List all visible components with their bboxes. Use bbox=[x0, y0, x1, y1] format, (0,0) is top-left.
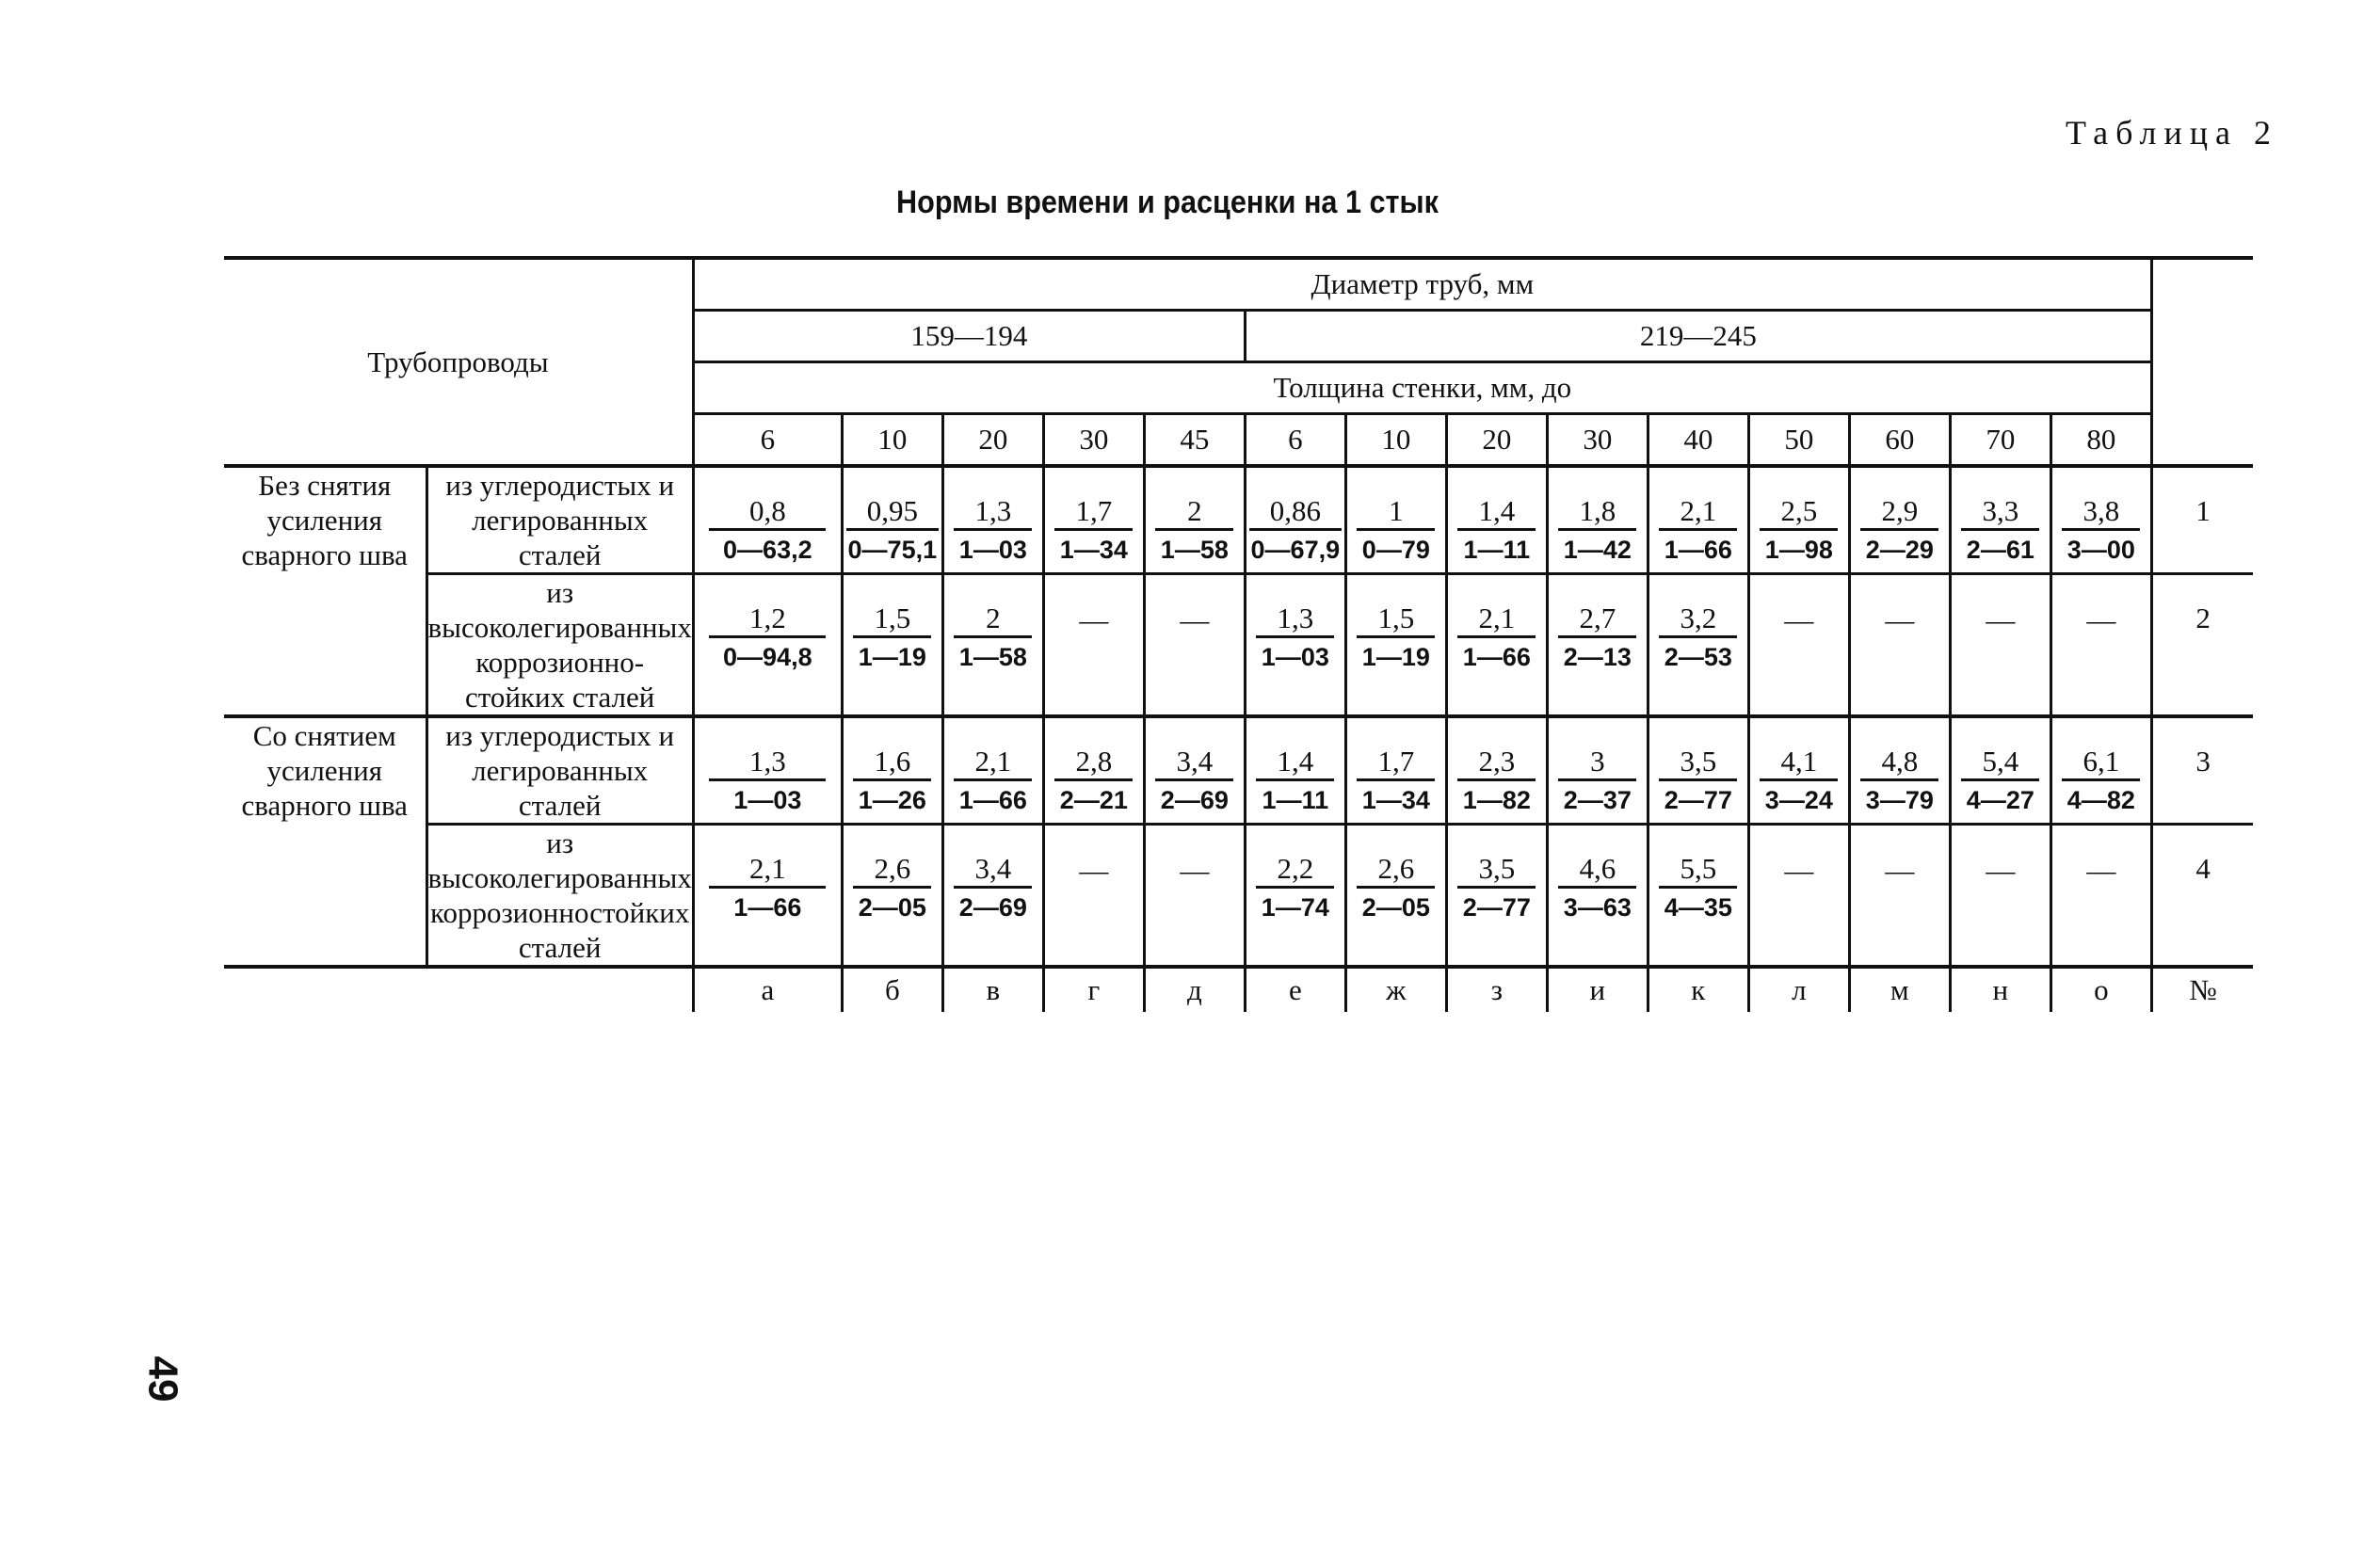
table-label: Таблица 2 bbox=[2066, 114, 2278, 152]
norm-cell bbox=[1950, 825, 2050, 968]
norm-cell bbox=[942, 466, 1043, 574]
norm-fraction bbox=[1155, 745, 1233, 819]
time-norm: 1,6 bbox=[853, 745, 931, 781]
price-rate: 2—61 bbox=[1966, 536, 2034, 564]
wall-thickness-value: 30 bbox=[1547, 414, 1648, 467]
time-norm: 3,8 bbox=[2062, 494, 2140, 531]
norm-fraction bbox=[1659, 745, 1737, 819]
norm-fraction bbox=[853, 602, 931, 676]
norm-fraction bbox=[1457, 852, 1536, 926]
no-data-dash: — bbox=[1885, 854, 1915, 887]
row-number: 4 bbox=[2195, 852, 2211, 885]
time-norm: 2,8 bbox=[1054, 745, 1133, 781]
wall-thickness-value: 20 bbox=[942, 414, 1043, 467]
norm-cell bbox=[2050, 574, 2151, 717]
norm-cell bbox=[1547, 466, 1648, 574]
column-letter: в bbox=[942, 967, 1043, 1012]
price-rate: 3—00 bbox=[2066, 536, 2135, 564]
page-number: 49 bbox=[139, 1355, 186, 1403]
no-data-dash: — bbox=[1986, 603, 2016, 636]
price-rate: 2—21 bbox=[1059, 786, 1128, 814]
norms-table bbox=[224, 256, 2253, 1012]
time-norm: 1,3 bbox=[1256, 602, 1334, 638]
wall-thickness-value: 10 bbox=[1345, 414, 1446, 467]
column-letter: и bbox=[1547, 967, 1648, 1012]
price-rate: 0—75,1 bbox=[847, 536, 938, 564]
time-norm: 4,8 bbox=[1860, 745, 1938, 781]
norm-fraction bbox=[954, 494, 1032, 569]
norm-cell bbox=[1345, 716, 1446, 825]
norm-cell bbox=[942, 825, 1043, 968]
time-norm: 1 bbox=[1357, 494, 1435, 531]
norm-cell bbox=[842, 825, 942, 968]
time-norm: 1,4 bbox=[1256, 745, 1334, 781]
time-norm: 1,3 bbox=[709, 745, 826, 781]
wall-thickness-value: 80 bbox=[2050, 414, 2151, 467]
price-rate: 1—66 bbox=[733, 893, 802, 922]
norm-fraction bbox=[1457, 494, 1536, 569]
time-norm: 2,1 bbox=[1659, 494, 1737, 531]
time-norm: 2,6 bbox=[1357, 852, 1435, 889]
norm-cell bbox=[693, 574, 842, 717]
time-norm: 5,4 bbox=[1961, 745, 2039, 781]
wall-thickness-value: 40 bbox=[1648, 414, 1748, 467]
norm-fraction bbox=[1659, 852, 1737, 926]
price-rate: 1—19 bbox=[858, 643, 926, 671]
time-norm: 0,8 bbox=[709, 494, 826, 531]
norm-cell bbox=[2050, 716, 2151, 825]
row-number-cell bbox=[2151, 825, 2253, 968]
price-rate: 2—77 bbox=[1462, 893, 1531, 922]
norm-fraction bbox=[1457, 745, 1536, 819]
row-number-cell bbox=[2151, 716, 2253, 825]
norm-fraction bbox=[1457, 602, 1536, 676]
time-norm: 2,9 bbox=[1860, 494, 1938, 531]
wall-thickness-value: 6 bbox=[693, 414, 842, 467]
time-norm: 2 bbox=[954, 602, 1032, 638]
norm-cell bbox=[942, 574, 1043, 717]
norm-cell bbox=[1748, 466, 1849, 574]
column-letter: о bbox=[2050, 967, 2151, 1012]
time-norm: 4,6 bbox=[1558, 852, 1636, 889]
norm-fraction bbox=[1054, 494, 1133, 569]
wall-thickness-value: 50 bbox=[1748, 414, 1849, 467]
norm-cell bbox=[1748, 574, 1849, 717]
no-data-dash: — bbox=[1079, 603, 1109, 636]
time-norm: 3,2 bbox=[1659, 602, 1737, 638]
norm-cell bbox=[1446, 574, 1547, 717]
norm-cell bbox=[1648, 574, 1748, 717]
no-data-dash: — bbox=[1180, 854, 1210, 887]
norm-fraction bbox=[1659, 494, 1737, 569]
norm-cell bbox=[1144, 466, 1245, 574]
price-rate: 0—94,8 bbox=[723, 643, 812, 671]
price-rate: 3—24 bbox=[1764, 786, 1833, 814]
norm-cell bbox=[1043, 574, 1144, 717]
norm-cell bbox=[1849, 716, 1950, 825]
price-rate: 0—63,2 bbox=[723, 536, 812, 564]
norm-fraction bbox=[1558, 745, 1636, 819]
wall-thickness-value: 30 bbox=[1043, 414, 1144, 467]
norm-fraction bbox=[1558, 852, 1636, 926]
norm-fraction bbox=[1558, 494, 1636, 569]
norm-cell bbox=[693, 466, 842, 574]
price-rate: 1—98 bbox=[1764, 536, 1833, 564]
price-rate: 1—11 bbox=[1262, 786, 1329, 814]
time-norm: 2,5 bbox=[1760, 494, 1838, 531]
no-data-dash: — bbox=[1986, 854, 2016, 887]
norm-cell bbox=[1648, 716, 1748, 825]
norm-cell bbox=[1446, 466, 1547, 574]
diameter-heading: Диаметр труб, мм bbox=[693, 258, 2151, 311]
row-number: 1 bbox=[2195, 494, 2211, 527]
norm-cell bbox=[1950, 574, 2050, 717]
time-norm: 2,2 bbox=[1256, 852, 1334, 889]
price-rate: 4—35 bbox=[1664, 893, 1732, 922]
norm-cell bbox=[1245, 825, 1345, 968]
norm-cell bbox=[1648, 466, 1748, 574]
column-letter: л bbox=[1748, 967, 1849, 1012]
price-rate: 1—34 bbox=[1059, 536, 1128, 564]
time-norm: 2 bbox=[1155, 494, 1233, 531]
price-rate: 2—29 bbox=[1865, 536, 1934, 564]
norm-cell bbox=[1648, 825, 1748, 968]
no-data-dash: — bbox=[1784, 603, 1814, 636]
steel-type-label: из высоколегированных коррозионно-стойких сталей bbox=[426, 574, 693, 717]
price-rate: 1—03 bbox=[958, 536, 1027, 564]
norm-cell bbox=[1748, 825, 1849, 968]
norm-fraction bbox=[1249, 494, 1343, 569]
time-norm: 2,6 bbox=[853, 852, 931, 889]
norm-cell bbox=[1144, 574, 1245, 717]
norm-fraction bbox=[1357, 745, 1435, 819]
time-norm: 2,1 bbox=[1457, 602, 1536, 638]
diameter-group-219-245: 219—245 bbox=[1245, 311, 2151, 362]
norm-fraction bbox=[1155, 494, 1233, 569]
norm-cell bbox=[1547, 825, 1648, 968]
time-norm: 2,1 bbox=[709, 852, 826, 889]
wall-thickness-value: 10 bbox=[842, 414, 942, 467]
no-data-dash: — bbox=[2086, 603, 2116, 636]
price-rate: 2—13 bbox=[1563, 643, 1632, 671]
group-with-removal: Со снятием усиления сварного шва bbox=[224, 716, 426, 967]
price-rate: 4—82 bbox=[2066, 786, 2135, 814]
norm-fraction bbox=[954, 852, 1032, 926]
time-norm: 3,3 bbox=[1961, 494, 2039, 531]
norm-fraction bbox=[853, 852, 931, 926]
norm-fraction bbox=[1961, 745, 2039, 819]
steel-type-label: из углеродистых и легированных сталей bbox=[426, 466, 693, 574]
norm-fraction bbox=[1860, 745, 1938, 819]
no-data-dash: — bbox=[1180, 603, 1210, 636]
time-norm: 4,1 bbox=[1760, 745, 1838, 781]
time-norm: 2,1 bbox=[954, 745, 1032, 781]
time-norm: 1,7 bbox=[1054, 494, 1133, 531]
norm-cell bbox=[1849, 466, 1950, 574]
norm-fraction bbox=[2062, 745, 2140, 819]
price-rate: 1—66 bbox=[1462, 643, 1531, 671]
time-norm: 1,3 bbox=[954, 494, 1032, 531]
norm-fraction bbox=[846, 494, 940, 569]
number-heading-blank bbox=[2151, 258, 2253, 466]
price-rate: 2—69 bbox=[1160, 786, 1229, 814]
norm-cell bbox=[1849, 825, 1950, 968]
time-norm: 1,2 bbox=[709, 602, 826, 638]
norm-cell bbox=[2050, 466, 2151, 574]
price-rate: 1—11 bbox=[1463, 536, 1531, 564]
time-norm: 0,86 bbox=[1249, 494, 1343, 531]
time-norm: 3 bbox=[1558, 745, 1636, 781]
wall-thickness-value: 45 bbox=[1144, 414, 1245, 467]
footer-blank bbox=[224, 967, 693, 1012]
column-letter: д bbox=[1144, 967, 1245, 1012]
group-without-removal: Без снятия усиления сварного шва bbox=[224, 466, 426, 716]
price-rate: 3—63 bbox=[1563, 893, 1632, 922]
row-number-cell bbox=[2151, 466, 2253, 574]
price-rate: 2—69 bbox=[958, 893, 1027, 922]
price-rate: 2—05 bbox=[1361, 893, 1430, 922]
norm-fraction bbox=[709, 745, 826, 819]
norm-cell bbox=[1748, 716, 1849, 825]
diameter-group-159-194: 159—194 bbox=[693, 311, 1245, 362]
norm-fraction bbox=[1357, 602, 1435, 676]
time-norm: 0,95 bbox=[846, 494, 940, 531]
row-number-cell bbox=[2151, 574, 2253, 717]
norm-fraction bbox=[1256, 745, 1334, 819]
price-rate: 2—77 bbox=[1664, 786, 1732, 814]
norm-cell bbox=[1043, 825, 1144, 968]
price-rate: 1—03 bbox=[1261, 643, 1329, 671]
norm-cell bbox=[842, 466, 942, 574]
norm-cell bbox=[1547, 574, 1648, 717]
price-rate: 4—27 bbox=[1966, 786, 2034, 814]
norm-fraction bbox=[954, 745, 1032, 819]
norm-fraction bbox=[1760, 494, 1838, 569]
norm-fraction bbox=[1357, 852, 1435, 926]
time-norm: 1,7 bbox=[1357, 745, 1435, 781]
norm-cell bbox=[1345, 825, 1446, 968]
price-rate: 1—34 bbox=[1361, 786, 1430, 814]
time-norm: 3,4 bbox=[954, 852, 1032, 889]
no-data-dash: — bbox=[1079, 854, 1109, 887]
price-rate: 1—58 bbox=[958, 643, 1027, 671]
time-norm: 6,1 bbox=[2062, 745, 2140, 781]
time-norm: 1,5 bbox=[853, 602, 931, 638]
norm-fraction bbox=[1659, 602, 1737, 676]
norm-cell bbox=[1950, 716, 2050, 825]
column-letter: б bbox=[842, 967, 942, 1012]
norm-cell bbox=[1950, 466, 2050, 574]
time-norm: 3,5 bbox=[1457, 852, 1536, 889]
norm-cell bbox=[842, 574, 942, 717]
time-norm: 3,4 bbox=[1155, 745, 1233, 781]
price-rate: 2—53 bbox=[1664, 643, 1732, 671]
no-data-dash: — bbox=[1885, 603, 1915, 636]
wall-thickness-value: 20 bbox=[1446, 414, 1547, 467]
time-norm: 1,4 bbox=[1457, 494, 1536, 531]
price-rate: 1—66 bbox=[1664, 536, 1732, 564]
norm-cell bbox=[693, 716, 842, 825]
norm-fraction bbox=[1357, 494, 1435, 569]
price-rate: 1—19 bbox=[1361, 643, 1430, 671]
norm-fraction bbox=[853, 745, 931, 819]
norm-cell bbox=[1144, 825, 1245, 968]
price-rate: 1—42 bbox=[1563, 536, 1632, 564]
norm-cell bbox=[1245, 466, 1345, 574]
norm-cell bbox=[1849, 574, 1950, 717]
norm-cell bbox=[1345, 574, 1446, 717]
norm-cell bbox=[1547, 716, 1648, 825]
time-norm: 1,5 bbox=[1357, 602, 1435, 638]
column-letter: н bbox=[1950, 967, 2050, 1012]
wall-thickness-value: 60 bbox=[1849, 414, 1950, 467]
norm-fraction bbox=[1961, 494, 2039, 569]
wall-thickness-heading: Толщина стенки, мм, до bbox=[693, 362, 2151, 414]
norm-cell bbox=[1446, 716, 1547, 825]
price-rate: 1—03 bbox=[733, 786, 802, 814]
norm-cell bbox=[1144, 716, 1245, 825]
row-number: 3 bbox=[2195, 745, 2211, 778]
norm-cell bbox=[1245, 574, 1345, 717]
time-norm: 5,5 bbox=[1659, 852, 1737, 889]
time-norm: 3,5 bbox=[1659, 745, 1737, 781]
column-letter: м bbox=[1849, 967, 1950, 1012]
steel-type-label: из высоколегированных коррозионностойких сталей bbox=[426, 825, 693, 968]
norm-cell bbox=[1043, 716, 1144, 825]
norm-fraction bbox=[709, 602, 826, 676]
price-rate: 1—58 bbox=[1160, 536, 1229, 564]
column-letter: к bbox=[1648, 967, 1748, 1012]
norm-fraction bbox=[1558, 602, 1636, 676]
norm-fraction bbox=[1256, 602, 1334, 676]
column-letter: г bbox=[1043, 967, 1144, 1012]
row-number: 2 bbox=[2195, 602, 2211, 634]
no-data-dash: — bbox=[1784, 854, 1814, 887]
norm-fraction bbox=[709, 494, 826, 569]
norm-fraction bbox=[709, 852, 826, 926]
price-rate: 2—05 bbox=[858, 893, 926, 922]
price-rate: 2—37 bbox=[1563, 786, 1632, 814]
time-norm: 2,3 bbox=[1457, 745, 1536, 781]
table-caption: Нормы времени и расценки на 1 стык bbox=[896, 184, 1439, 220]
norm-cell bbox=[2050, 825, 2151, 968]
norm-cell bbox=[842, 716, 942, 825]
norm-cell bbox=[942, 716, 1043, 825]
price-rate: 1—26 bbox=[858, 786, 926, 814]
wall-thickness-value: 6 bbox=[1245, 414, 1345, 467]
norm-fraction bbox=[2062, 494, 2140, 569]
price-rate: 0—79 bbox=[1361, 536, 1430, 564]
no-data-dash: — bbox=[2086, 854, 2116, 887]
number-symbol: № bbox=[2151, 967, 2253, 1012]
norm-fraction bbox=[954, 602, 1032, 676]
norm-cell bbox=[1345, 466, 1446, 574]
norm-fraction bbox=[1860, 494, 1938, 569]
column-letter: з bbox=[1446, 967, 1547, 1012]
column-letter: а bbox=[693, 967, 842, 1012]
wall-thickness-value: 70 bbox=[1950, 414, 2050, 467]
column-letter: ж bbox=[1345, 967, 1446, 1012]
pipelines-heading: Трубопроводы bbox=[224, 258, 693, 466]
time-norm: 2,7 bbox=[1558, 602, 1636, 638]
norm-fraction bbox=[1256, 852, 1334, 926]
price-rate: 0—67,9 bbox=[1250, 536, 1341, 564]
norm-cell bbox=[1446, 825, 1547, 968]
price-rate: 1—74 bbox=[1261, 893, 1329, 922]
norm-cell bbox=[1245, 716, 1345, 825]
norm-cell bbox=[693, 825, 842, 968]
price-rate: 1—82 bbox=[1462, 786, 1531, 814]
norm-cell bbox=[1043, 466, 1144, 574]
steel-type-label: из углеродистых и легированных сталей bbox=[426, 716, 693, 825]
norm-fraction bbox=[1760, 745, 1838, 819]
price-rate: 1—66 bbox=[958, 786, 1027, 814]
column-letter: е bbox=[1245, 967, 1345, 1012]
price-rate: 3—79 bbox=[1865, 786, 1934, 814]
norm-fraction bbox=[1054, 745, 1133, 819]
time-norm: 1,8 bbox=[1558, 494, 1636, 531]
